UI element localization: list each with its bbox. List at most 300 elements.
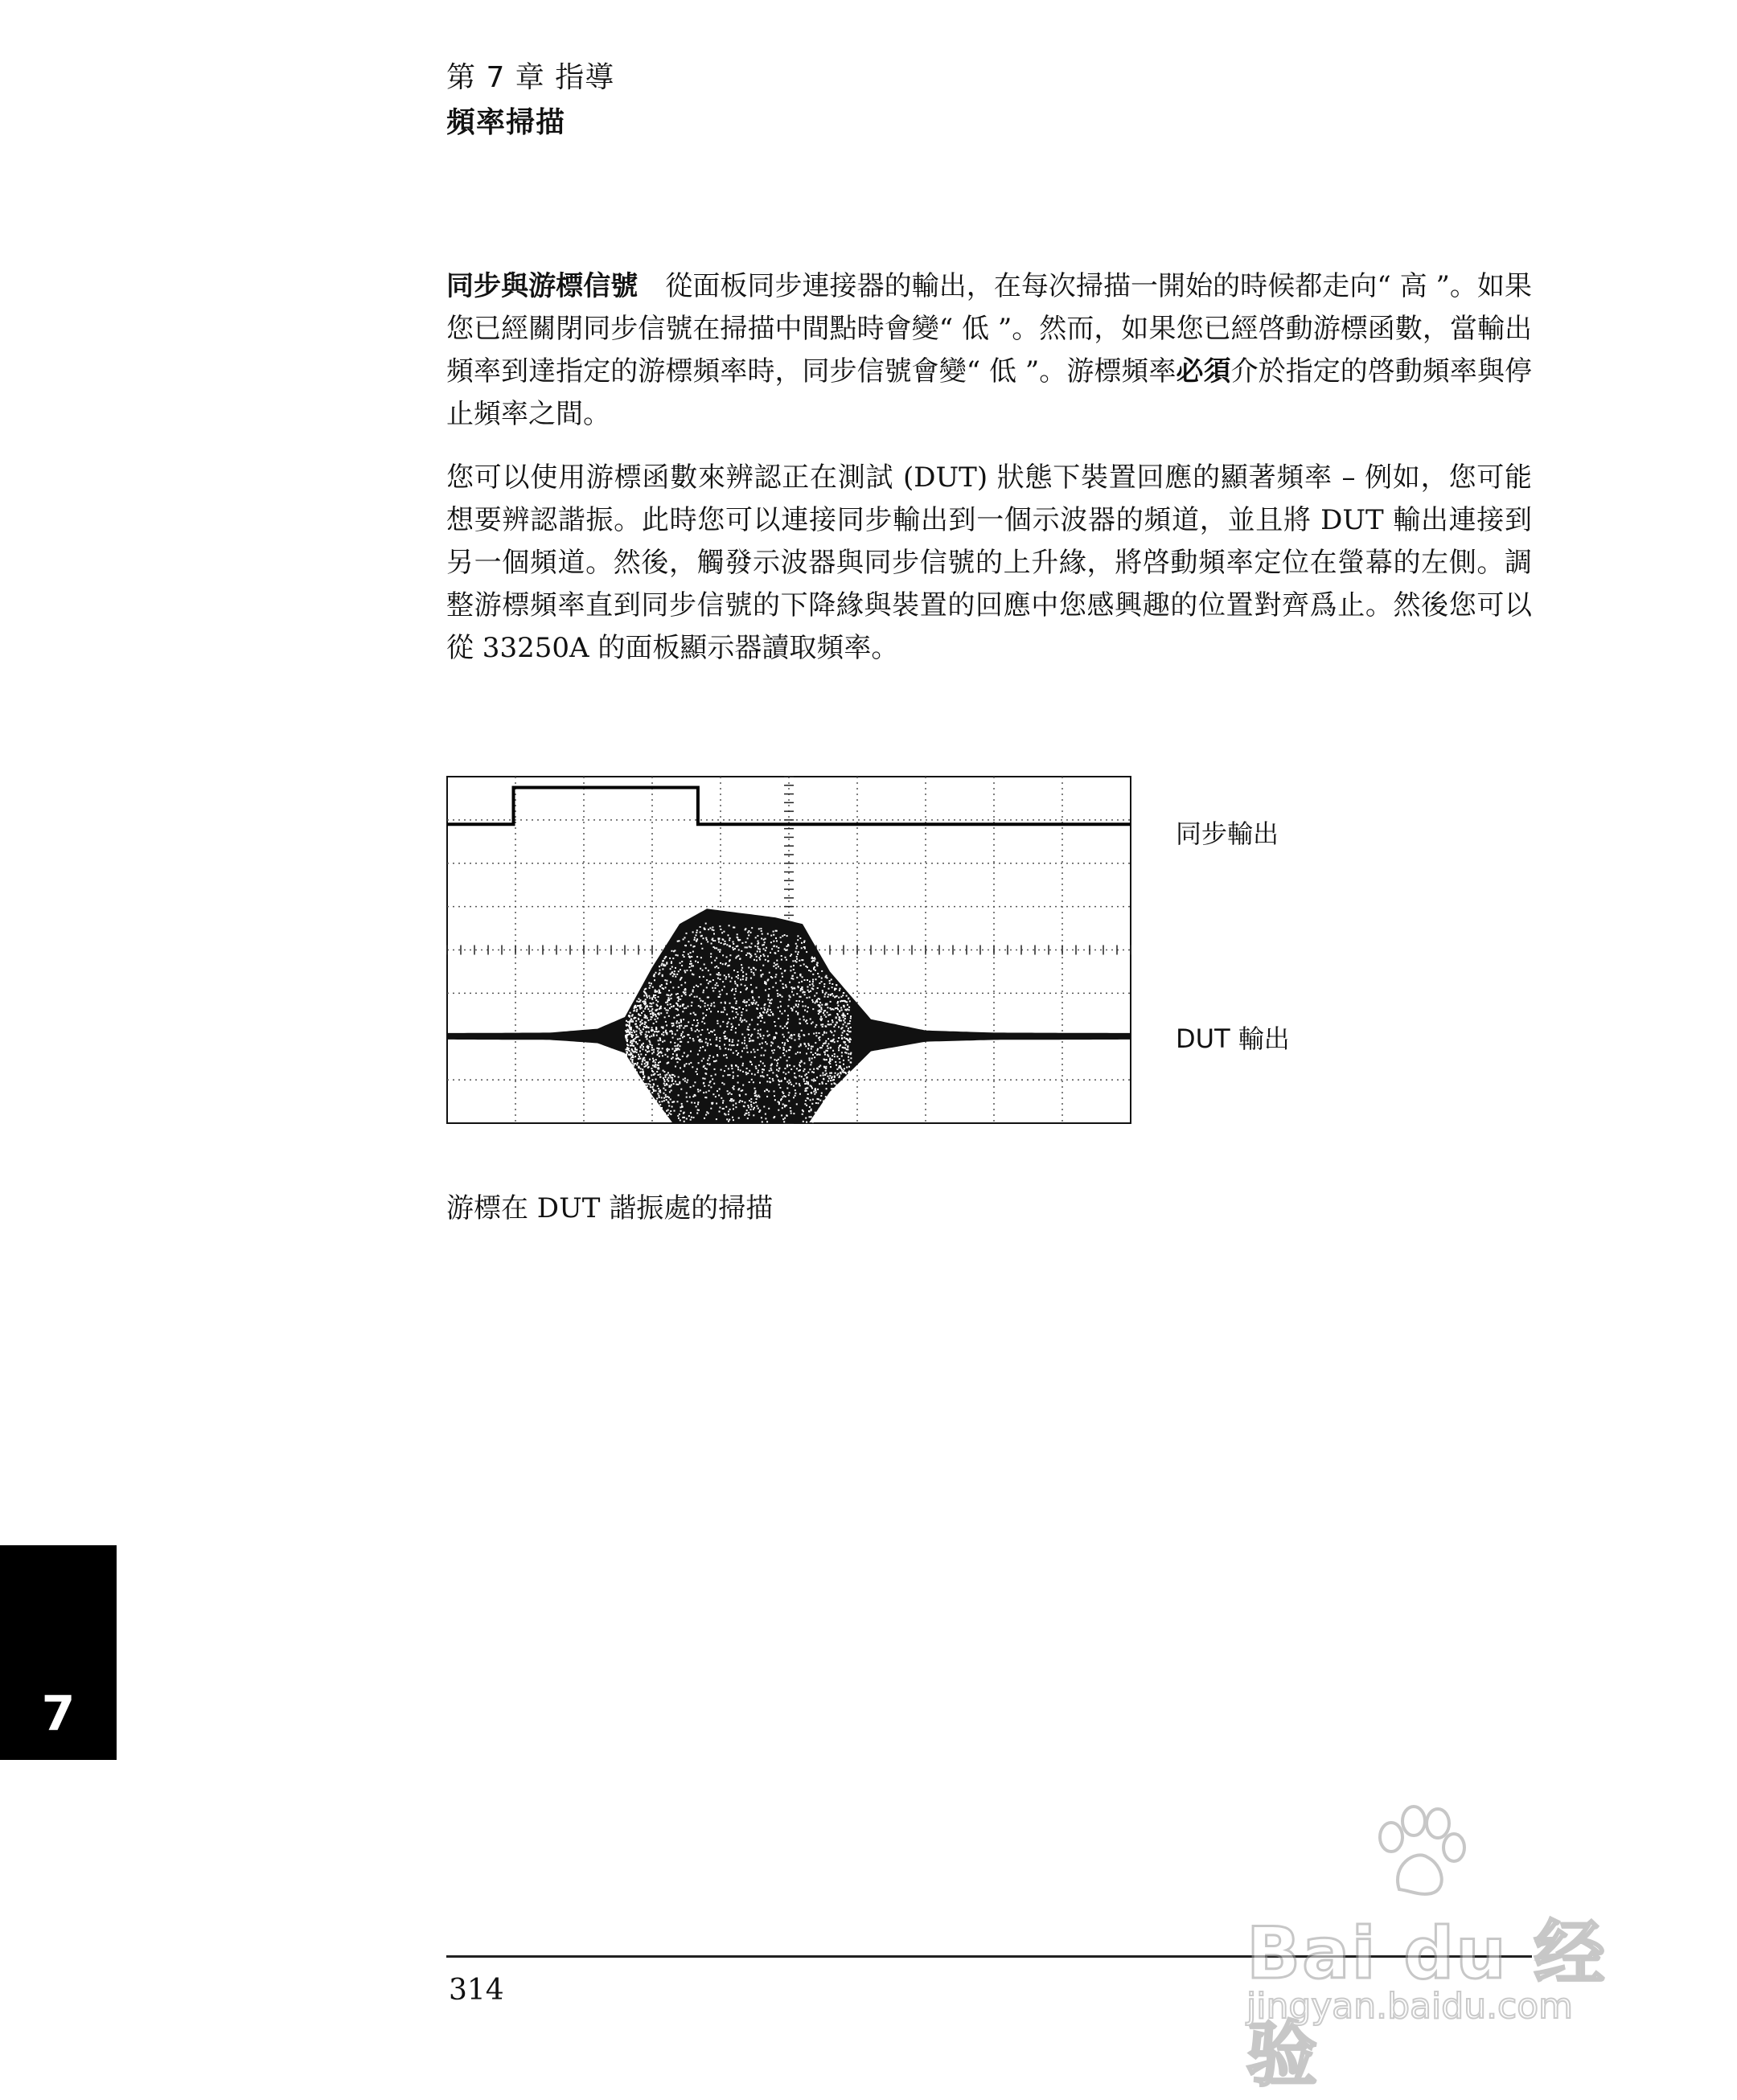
dut-noise-dot bbox=[725, 1031, 726, 1032]
dut-noise-dot bbox=[766, 1089, 768, 1091]
dut-noise-dot bbox=[659, 991, 660, 992]
dut-noise-dot bbox=[784, 1077, 786, 1079]
dut-noise-dot bbox=[641, 1012, 643, 1014]
dut-noise-dot bbox=[680, 962, 681, 964]
dut-noise-dot bbox=[735, 982, 737, 984]
dut-noise-dot bbox=[748, 930, 749, 932]
dut-noise-dot bbox=[782, 996, 783, 998]
dut-noise-dot bbox=[772, 1080, 774, 1081]
dut-noise-dot bbox=[748, 967, 749, 969]
dut-noise-dot bbox=[652, 1061, 654, 1063]
dut-noise-dot bbox=[676, 974, 678, 975]
dut-noise-dot bbox=[684, 1036, 685, 1037]
dut-noise-dot bbox=[847, 1030, 848, 1032]
dut-noise-dot bbox=[633, 1065, 634, 1067]
dut-noise-dot bbox=[815, 1102, 817, 1104]
dut-noise-dot bbox=[836, 988, 837, 990]
dut-noise-dot bbox=[737, 1075, 739, 1077]
dut-noise-dot bbox=[668, 1097, 670, 1098]
dut-noise-dot bbox=[633, 1010, 634, 1011]
dut-noise-dot bbox=[805, 1006, 807, 1007]
dut-noise-dot bbox=[658, 974, 659, 975]
dut-noise-dot bbox=[643, 1073, 644, 1075]
dut-noise-dot bbox=[734, 948, 736, 950]
dut-noise-dot bbox=[729, 937, 731, 939]
dut-noise-dot bbox=[737, 937, 738, 939]
dut-noise-dot bbox=[748, 1112, 749, 1114]
dut-noise-dot bbox=[710, 981, 712, 982]
dut-noise-dot bbox=[766, 1096, 768, 1097]
dut-noise-dot bbox=[846, 1067, 848, 1068]
dut-noise-dot bbox=[819, 1065, 821, 1067]
dut-noise-dot bbox=[648, 1077, 650, 1079]
dut-noise-dot bbox=[709, 1064, 711, 1065]
dut-noise-dot bbox=[700, 1000, 702, 1002]
dut-noise-dot bbox=[821, 1004, 823, 1006]
dut-noise-dot bbox=[786, 945, 788, 947]
dut-noise-dot bbox=[655, 1090, 656, 1092]
dut-noise-dot bbox=[676, 954, 677, 956]
dut-noise-dot bbox=[775, 982, 777, 984]
dut-noise-dot bbox=[770, 999, 771, 1001]
dut-noise-dot bbox=[630, 1053, 632, 1055]
dut-noise-dot bbox=[728, 1111, 729, 1113]
dut-noise-dot bbox=[785, 984, 786, 986]
dut-noise-dot bbox=[703, 1058, 704, 1060]
dut-noise-dot bbox=[655, 995, 656, 996]
dut-noise-dot bbox=[841, 1035, 843, 1036]
dut-noise-dot bbox=[815, 1080, 816, 1081]
dut-noise-dot bbox=[769, 1077, 770, 1079]
dut-noise-dot bbox=[643, 1011, 644, 1012]
dut-noise-dot bbox=[678, 1094, 680, 1096]
dut-noise-dot bbox=[667, 1001, 668, 1003]
dut-noise-dot bbox=[748, 1114, 749, 1116]
dut-noise-dot bbox=[674, 1076, 676, 1077]
dut-noise-dot bbox=[758, 1108, 759, 1109]
dut-noise-dot bbox=[626, 1024, 627, 1026]
dut-noise-dot bbox=[751, 927, 753, 929]
dut-noise-dot bbox=[827, 1007, 828, 1008]
dut-noise-dot bbox=[815, 1002, 816, 1003]
dut-noise-dot bbox=[795, 1095, 796, 1097]
dut-noise-dot bbox=[748, 1029, 749, 1031]
dut-noise-dot bbox=[667, 1056, 668, 1057]
dut-noise-dot bbox=[724, 1009, 725, 1011]
dut-noise-dot bbox=[827, 1043, 829, 1044]
dut-noise-dot bbox=[737, 1089, 739, 1090]
dut-noise-dot bbox=[763, 948, 765, 950]
dut-noise-dot bbox=[733, 1052, 734, 1054]
dut-noise-dot bbox=[799, 1083, 800, 1085]
dut-noise-dot bbox=[690, 970, 692, 971]
dut-noise-dot bbox=[733, 970, 735, 971]
dut-noise-dot bbox=[636, 1049, 638, 1051]
dut-noise-dot bbox=[700, 932, 701, 933]
dut-noise-dot bbox=[736, 1065, 737, 1067]
dut-noise-dot bbox=[694, 939, 696, 941]
dut-noise-dot bbox=[743, 1105, 745, 1107]
dut-noise-dot bbox=[666, 1099, 667, 1101]
dut-noise-dot bbox=[812, 981, 814, 982]
dut-noise-dot bbox=[692, 965, 694, 966]
dut-noise-dot bbox=[648, 1031, 650, 1032]
dut-noise-dot bbox=[701, 1040, 703, 1042]
dut-noise-dot bbox=[659, 1040, 661, 1041]
dut-noise-dot bbox=[821, 1047, 823, 1048]
dut-noise-dot bbox=[793, 969, 795, 970]
dut-noise-dot bbox=[776, 1064, 778, 1066]
dut-noise-dot bbox=[780, 968, 782, 970]
dut-noise-dot bbox=[822, 990, 823, 991]
dut-noise-dot bbox=[778, 1070, 779, 1072]
dut-noise-dot bbox=[713, 1030, 715, 1032]
dut-noise-dot bbox=[726, 993, 728, 995]
dut-noise-dot bbox=[707, 1004, 708, 1006]
dut-noise-dot bbox=[811, 1079, 813, 1081]
dut-noise-dot bbox=[722, 954, 724, 956]
dut-noise-dot bbox=[741, 970, 742, 971]
dut-noise-dot bbox=[678, 1077, 680, 1078]
dut-noise-dot bbox=[848, 1066, 850, 1068]
dut-noise-dot bbox=[822, 1034, 823, 1036]
dut-noise-dot bbox=[841, 1056, 843, 1057]
dut-noise-dot bbox=[736, 1011, 737, 1013]
dut-noise-dot bbox=[809, 997, 811, 999]
dut-noise-dot bbox=[729, 1092, 731, 1093]
dut-noise-dot bbox=[643, 1046, 644, 1048]
paragraph-marker-usage: 您可以使用游標函數來辨認正在測試 (DUT) 狀態下裝置回應的顯著頻率 – 例如，您可能想要辨認諧振。此時您可以連接同步輸出到一個示波器的頻道，並且將 DUT 輸出連接到另一個頻道。然後，觸發示波器與同步信號的上升緣，將啓動頻率定位在螢幕的左側。調整游標頻率直到同步信號的下降緣與裝置的回應中您感興趣的位置對齊爲止。然後您可以從 33250A 的面板顯示器讀取頻率。 bbox=[446, 461, 1532, 664]
dut-noise-dot bbox=[744, 999, 745, 1001]
dut-noise-dot bbox=[790, 1047, 791, 1048]
dut-noise-dot bbox=[651, 1016, 653, 1018]
dut-noise-dot bbox=[817, 973, 819, 974]
dut-noise-dot bbox=[720, 929, 721, 930]
dut-noise-dot bbox=[704, 1023, 705, 1024]
dut-noise-dot bbox=[767, 955, 769, 957]
dut-noise-dot bbox=[687, 1034, 688, 1036]
dut-noise-dot bbox=[811, 1062, 812, 1064]
dut-noise-dot bbox=[847, 1049, 848, 1051]
dut-noise-dot bbox=[755, 1003, 757, 1005]
watermark-brand: Bai du 经验 bbox=[1246, 1912, 1607, 2096]
dut-noise-dot bbox=[689, 995, 691, 996]
dut-noise-dot bbox=[756, 956, 758, 958]
dut-noise-dot bbox=[697, 1023, 699, 1024]
dut-noise-dot bbox=[832, 1019, 833, 1021]
dut-noise-dot bbox=[664, 979, 666, 981]
dut-noise-dot bbox=[703, 990, 704, 991]
dut-noise-dot bbox=[840, 1066, 841, 1068]
dut-noise-dot bbox=[744, 1040, 745, 1041]
dut-noise-dot bbox=[797, 1012, 799, 1014]
dut-noise-dot bbox=[823, 1102, 825, 1104]
dut-noise-dot bbox=[737, 956, 738, 958]
dut-noise-dot bbox=[702, 1000, 704, 1002]
dut-noise-dot bbox=[651, 1087, 653, 1089]
dut-noise-dot bbox=[694, 1102, 696, 1104]
dut-noise-dot bbox=[678, 986, 680, 988]
dut-noise-dot bbox=[713, 946, 715, 948]
dut-noise-dot bbox=[741, 964, 742, 966]
dut-noise-dot bbox=[751, 1019, 753, 1021]
dut-noise-dot bbox=[679, 1083, 680, 1085]
dut-noise-dot bbox=[784, 1055, 786, 1056]
dut-noise-dot bbox=[652, 1089, 654, 1090]
dut-noise-dot bbox=[788, 1032, 790, 1033]
dut-noise-dot bbox=[732, 947, 733, 949]
dut-noise-dot bbox=[729, 1074, 731, 1076]
dut-noise-dot bbox=[770, 1068, 772, 1069]
dut-noise-dot bbox=[850, 1015, 852, 1017]
dut-noise-dot bbox=[648, 1083, 650, 1085]
dut-noise-dot bbox=[778, 1046, 779, 1048]
dut-noise-dot bbox=[786, 1105, 787, 1106]
dut-noise-dot bbox=[695, 1031, 696, 1032]
dut-noise-dot bbox=[660, 1007, 662, 1009]
dut-noise-dot bbox=[729, 1109, 731, 1110]
dut-noise-dot bbox=[682, 954, 684, 956]
dut-noise-dot bbox=[751, 1073, 753, 1075]
dut-noise-dot bbox=[654, 979, 655, 981]
dut-noise-dot bbox=[745, 1073, 747, 1075]
dut-noise-dot bbox=[789, 1064, 790, 1066]
dut-noise-dot bbox=[655, 1031, 657, 1032]
dut-noise-dot bbox=[840, 1068, 842, 1069]
dut-noise-dot bbox=[658, 1068, 659, 1070]
paragraph-sync-marker bbox=[446, 265, 1532, 436]
dut-noise-dot bbox=[786, 1039, 788, 1040]
dut-noise-dot bbox=[753, 972, 754, 974]
dut-noise-dot bbox=[729, 1040, 730, 1042]
dut-noise-dot bbox=[635, 1041, 637, 1043]
dut-noise-dot bbox=[808, 1033, 810, 1035]
dut-noise-dot bbox=[733, 1007, 734, 1008]
dut-noise-dot bbox=[715, 1074, 717, 1076]
dut-noise-dot bbox=[644, 1063, 646, 1064]
dut-noise-dot bbox=[792, 960, 794, 962]
dut-noise-dot bbox=[779, 995, 781, 996]
dut-noise-dot bbox=[758, 1064, 760, 1066]
dut-noise-dot bbox=[786, 1027, 788, 1029]
dut-noise-dot bbox=[678, 1022, 680, 1023]
dut-noise-dot bbox=[643, 1057, 644, 1059]
dut-noise-dot bbox=[664, 965, 666, 966]
dut-noise-dot bbox=[731, 1098, 733, 1100]
dut-noise-dot bbox=[836, 1085, 837, 1086]
dut-noise-dot bbox=[661, 963, 663, 965]
dut-noise-dot bbox=[836, 1056, 838, 1057]
dut-noise-dot bbox=[771, 999, 773, 1000]
dut-noise-dot bbox=[782, 1107, 783, 1109]
dut-noise-dot bbox=[813, 1081, 815, 1082]
dut-noise-dot bbox=[755, 937, 757, 938]
dut-noise-dot bbox=[812, 1046, 814, 1048]
dut-noise-dot bbox=[805, 1118, 807, 1119]
dut-noise-dot bbox=[737, 1082, 739, 1084]
dut-noise-dot bbox=[694, 945, 696, 947]
dut-noise-dot bbox=[832, 1021, 834, 1023]
dut-noise-dot bbox=[795, 1053, 797, 1055]
dut-noise-dot bbox=[648, 1027, 650, 1028]
dut-noise-dot bbox=[754, 1107, 755, 1109]
dut-noise-dot bbox=[716, 982, 717, 984]
dut-noise-dot bbox=[631, 1044, 633, 1046]
dut-noise-dot bbox=[820, 1016, 822, 1018]
dut-noise-dot bbox=[640, 1034, 642, 1036]
dut-noise-dot bbox=[714, 960, 716, 962]
dut-noise-dot bbox=[746, 987, 748, 989]
dut-noise-dot bbox=[784, 1010, 786, 1011]
dut-noise-dot bbox=[778, 1068, 780, 1069]
dut-noise-dot bbox=[812, 960, 814, 962]
dut-noise-dot bbox=[819, 976, 820, 978]
dut-noise-dot bbox=[677, 1005, 679, 1007]
dut-noise-dot bbox=[656, 1064, 658, 1066]
dut-noise-dot bbox=[680, 1067, 681, 1068]
dut-noise-dot bbox=[815, 1035, 817, 1036]
dut-noise-dot bbox=[795, 1011, 797, 1012]
dut-noise-dot bbox=[712, 1031, 713, 1032]
dut-noise-dot bbox=[758, 996, 760, 998]
dut-noise-dot bbox=[809, 1060, 811, 1061]
dut-noise-dot bbox=[819, 999, 820, 1000]
dut-noise-dot bbox=[637, 1005, 639, 1007]
dut-noise-dot bbox=[653, 1084, 655, 1085]
dut-noise-dot bbox=[668, 1048, 670, 1050]
dut-noise-dot bbox=[762, 1121, 763, 1122]
dut-noise-dot bbox=[634, 1048, 636, 1049]
dut-noise-dot bbox=[821, 981, 823, 982]
dut-noise-dot bbox=[680, 1106, 681, 1108]
dut-noise-dot bbox=[713, 1060, 715, 1062]
dut-noise-dot bbox=[778, 1059, 779, 1060]
dut-noise-dot bbox=[737, 1054, 738, 1056]
dut-noise-dot bbox=[720, 950, 721, 951]
dut-noise-dot bbox=[754, 959, 755, 961]
dut-noise-dot bbox=[768, 1090, 770, 1092]
dut-noise-dot bbox=[663, 1035, 664, 1036]
dut-noise-dot bbox=[645, 1027, 647, 1028]
dut-noise-dot bbox=[794, 987, 795, 989]
dut-noise-dot bbox=[705, 923, 707, 925]
dut-noise-dot bbox=[733, 1077, 734, 1079]
dut-noise-dot bbox=[631, 1064, 633, 1065]
dut-noise-dot bbox=[714, 966, 716, 968]
dut-noise-dot bbox=[709, 974, 711, 975]
dut-noise-dot bbox=[758, 1017, 759, 1019]
dut-noise-dot bbox=[744, 1019, 745, 1021]
dut-noise-dot bbox=[717, 1044, 718, 1046]
dut-noise-dot bbox=[812, 974, 814, 975]
dut-noise-dot bbox=[678, 1118, 680, 1119]
dut-noise-dot bbox=[842, 1032, 844, 1034]
dut-noise-dot bbox=[823, 1074, 824, 1076]
dut-noise-dot bbox=[737, 1068, 739, 1070]
dut-noise-dot bbox=[780, 980, 782, 982]
dut-noise-dot bbox=[765, 1041, 766, 1043]
dut-noise-dot bbox=[829, 1058, 831, 1060]
dut-noise-dot bbox=[676, 1030, 678, 1032]
dut-noise-dot bbox=[801, 981, 803, 982]
dut-noise-dot bbox=[701, 948, 703, 950]
dut-noise-dot bbox=[706, 986, 708, 988]
dut-noise-dot bbox=[801, 1030, 803, 1032]
dut-noise-dot bbox=[694, 937, 696, 938]
dut-noise-dot bbox=[825, 1068, 827, 1069]
dut-noise-dot bbox=[823, 1059, 825, 1060]
dut-noise-dot bbox=[630, 1056, 632, 1058]
dut-noise-dot bbox=[762, 933, 763, 935]
dut-noise-dot bbox=[758, 1096, 760, 1097]
dut-noise-dot bbox=[670, 1098, 671, 1100]
dut-noise-dot bbox=[642, 1060, 643, 1062]
dut-noise-dot bbox=[639, 1008, 641, 1010]
paw-logo-icon bbox=[1367, 1801, 1472, 1905]
dut-noise-dot bbox=[707, 1063, 708, 1064]
dut-noise-dot bbox=[789, 1037, 790, 1039]
dut-noise-dot bbox=[740, 991, 741, 993]
dut-noise-dot bbox=[780, 1056, 782, 1058]
dut-noise-dot bbox=[776, 945, 778, 947]
dut-noise-dot bbox=[657, 1018, 659, 1019]
dut-noise-dot bbox=[663, 1093, 665, 1094]
dut-noise-dot bbox=[767, 978, 769, 980]
dut-noise-dot bbox=[737, 1044, 738, 1046]
dut-noise-dot bbox=[646, 995, 647, 996]
dut-noise-dot bbox=[722, 981, 724, 982]
dut-noise-dot bbox=[750, 1104, 752, 1105]
dut-noise-dot bbox=[825, 1026, 827, 1027]
dut-noise-dot bbox=[629, 1022, 630, 1023]
dut-noise-dot bbox=[824, 1043, 826, 1044]
dut-noise-dot bbox=[818, 1098, 819, 1100]
dut-noise-dot bbox=[745, 974, 747, 975]
dut-noise-dot bbox=[850, 1031, 852, 1032]
dut-noise-dot bbox=[678, 996, 680, 998]
dut-noise-dot bbox=[777, 963, 778, 965]
dut-noise-dot bbox=[795, 1089, 796, 1091]
dut-noise-dot bbox=[724, 974, 725, 976]
dut-noise-dot bbox=[732, 1041, 733, 1043]
dut-noise-dot bbox=[746, 1109, 748, 1111]
dut-noise-dot bbox=[704, 1049, 706, 1051]
dut-noise-dot bbox=[801, 1061, 803, 1063]
dut-noise-dot bbox=[763, 1035, 765, 1036]
dut-noise-dot bbox=[729, 1018, 730, 1019]
dut-noise-dot bbox=[785, 1073, 786, 1075]
dut-noise-dot bbox=[825, 1083, 827, 1085]
dut-noise-dot bbox=[639, 1021, 641, 1023]
dut-noise-dot bbox=[694, 996, 696, 998]
dut-noise-dot bbox=[846, 1010, 848, 1011]
dut-noise-dot bbox=[788, 999, 790, 1001]
dut-noise-dot bbox=[788, 1049, 790, 1051]
dut-noise-dot bbox=[697, 1089, 699, 1090]
dut-noise-dot bbox=[806, 1053, 807, 1055]
dut-noise-dot bbox=[679, 1025, 680, 1027]
dut-noise-dot bbox=[722, 1021, 724, 1023]
dut-noise-dot bbox=[770, 1064, 772, 1066]
dut-noise-dot bbox=[647, 1064, 648, 1066]
dut-noise-dot bbox=[671, 1077, 673, 1079]
dut-noise-dot bbox=[769, 1081, 770, 1083]
dut-noise-dot bbox=[702, 1046, 704, 1048]
dut-noise-dot bbox=[823, 1015, 825, 1016]
dut-noise-dot bbox=[816, 1001, 818, 1003]
dut-noise-dot bbox=[782, 1097, 783, 1098]
dut-noise-dot bbox=[703, 1017, 704, 1019]
